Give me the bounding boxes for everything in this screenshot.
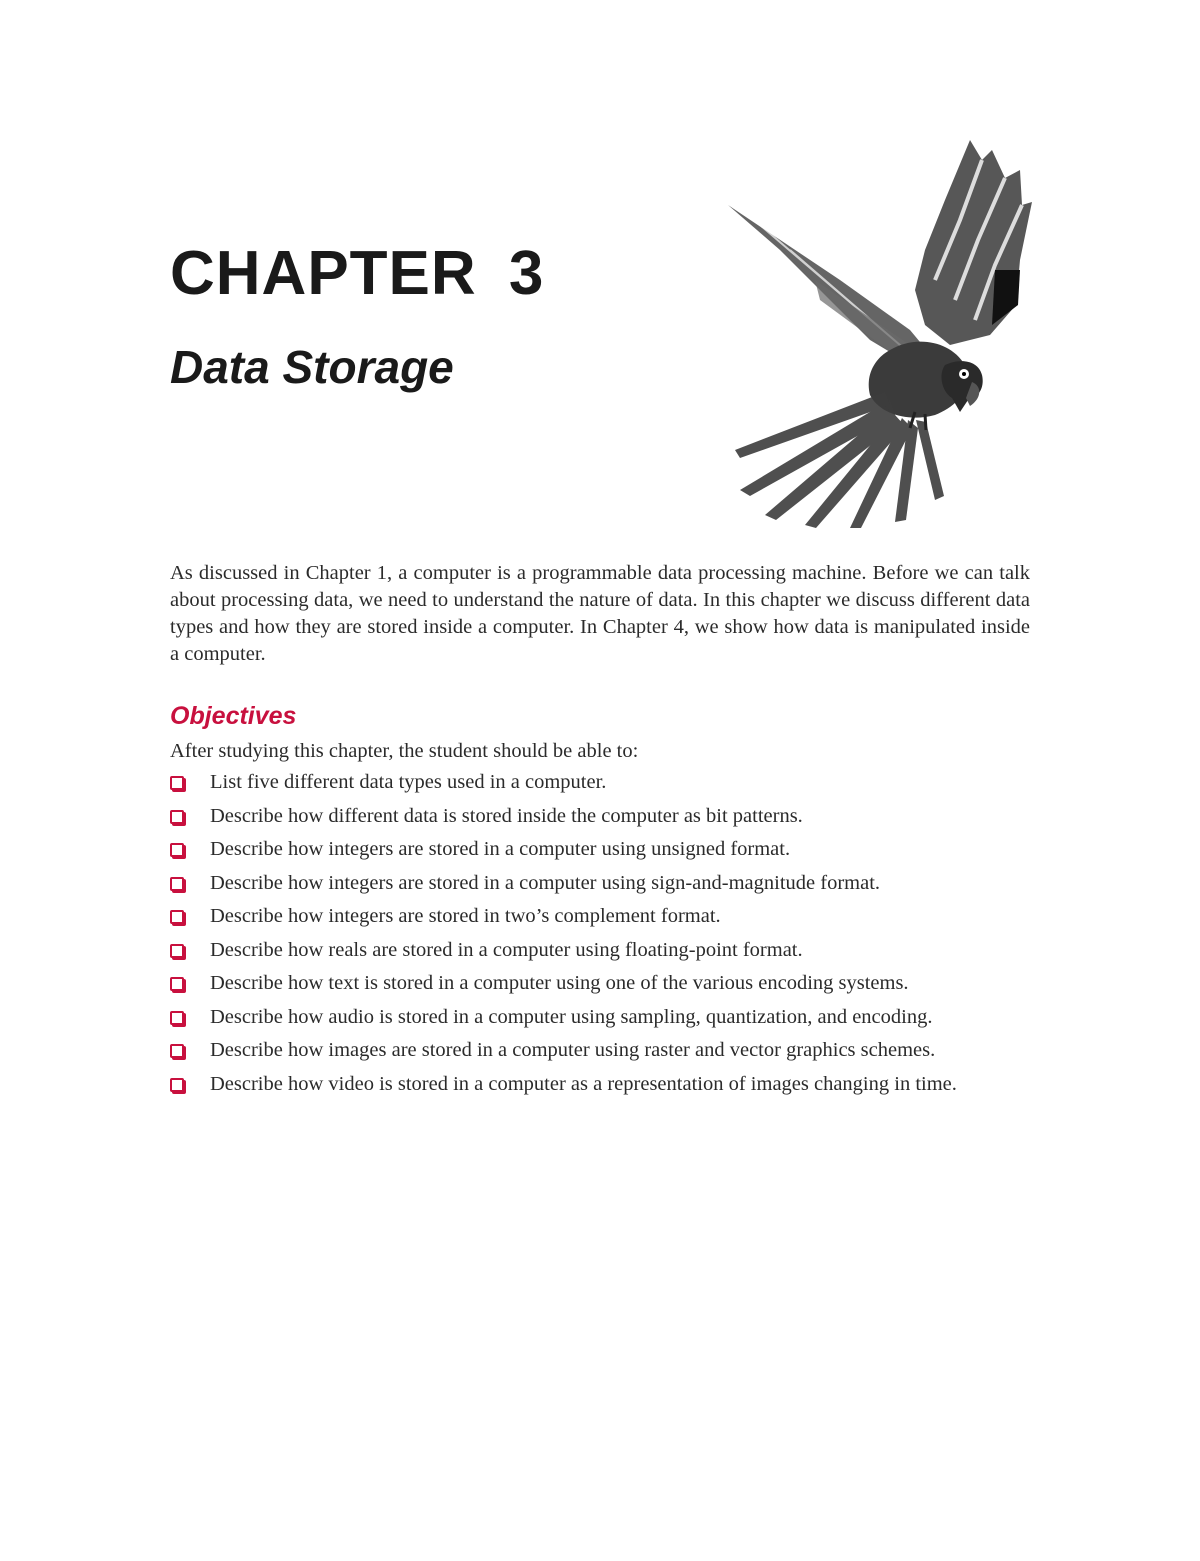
checkbox-bullet-icon [170,1044,184,1058]
objectives-heading: Objectives [170,702,297,730]
parrot-wing [915,140,1032,345]
list-item [170,870,1030,897]
objective-text: Describe how images are stored in a computer using raster and vector graphics schemes. [210,1039,936,1061]
list-item [170,1037,1030,1064]
list-item [170,970,1030,997]
list-item [170,836,1030,863]
intro-paragraph: As discussed in Chapter 1, a computer is a programmable data processing machine. Before we can talk about processing data, we need to understand the nature of data. In this chapter we discuss different data types and how they are stored inside a computer. In Chapter 4, we show how data is manipulated inside a computer. [170,562,1030,665]
objective-text: Describe how audio is stored in a computer using sampling, quantization, and encoding. [210,1005,933,1028]
checkbox-bullet-icon [170,1078,184,1092]
chapter-content [170,560,1030,1104]
objective-text: Describe how different data is stored inside the computer as bit patterns. [210,804,803,827]
objective-text: List five different data types used in a computer. [210,771,607,793]
parrot-illustration [720,130,1050,530]
objective-text: Describe how reals are stored in a computer using floating-point format. [210,938,803,961]
objectives-list [170,769,1030,1098]
list-item [170,803,1030,830]
checkbox-bullet-icon [170,776,184,790]
checkbox-bullet-icon [170,1011,184,1025]
chapter-title: Data Storage [170,341,454,393]
objective-text: Describe how integers are stored in a computer using sign-and-magnitude format. [210,871,881,894]
list-item [170,1004,1030,1031]
objective-text: Describe how text is stored in a computer using one of the various encoding systems. [210,972,909,994]
checkbox-bullet-icon [170,910,184,924]
list-item [170,769,1030,796]
list-item [170,937,1030,964]
checkbox-bullet-icon [170,977,184,991]
checkbox-bullet-icon [170,877,184,891]
objectives-lead: After studying this chapter, the student should be able to: [170,740,639,762]
objective-text: Describe how integers are stored in two’s complement format. [210,905,721,927]
checkbox-bullet-icon [170,944,184,958]
checkbox-bullet-icon [170,843,184,857]
objective-text: Describe how video is stored in a computer as a representation of images changing in time. [210,1072,957,1095]
objective-text: Describe how integers are stored in a computer using unsigned format. [210,838,791,860]
chapter-label: CHAPTER 3 [170,239,545,308]
list-item [170,903,1030,930]
checkbox-bullet-icon [170,810,184,824]
list-item [170,1071,1030,1098]
